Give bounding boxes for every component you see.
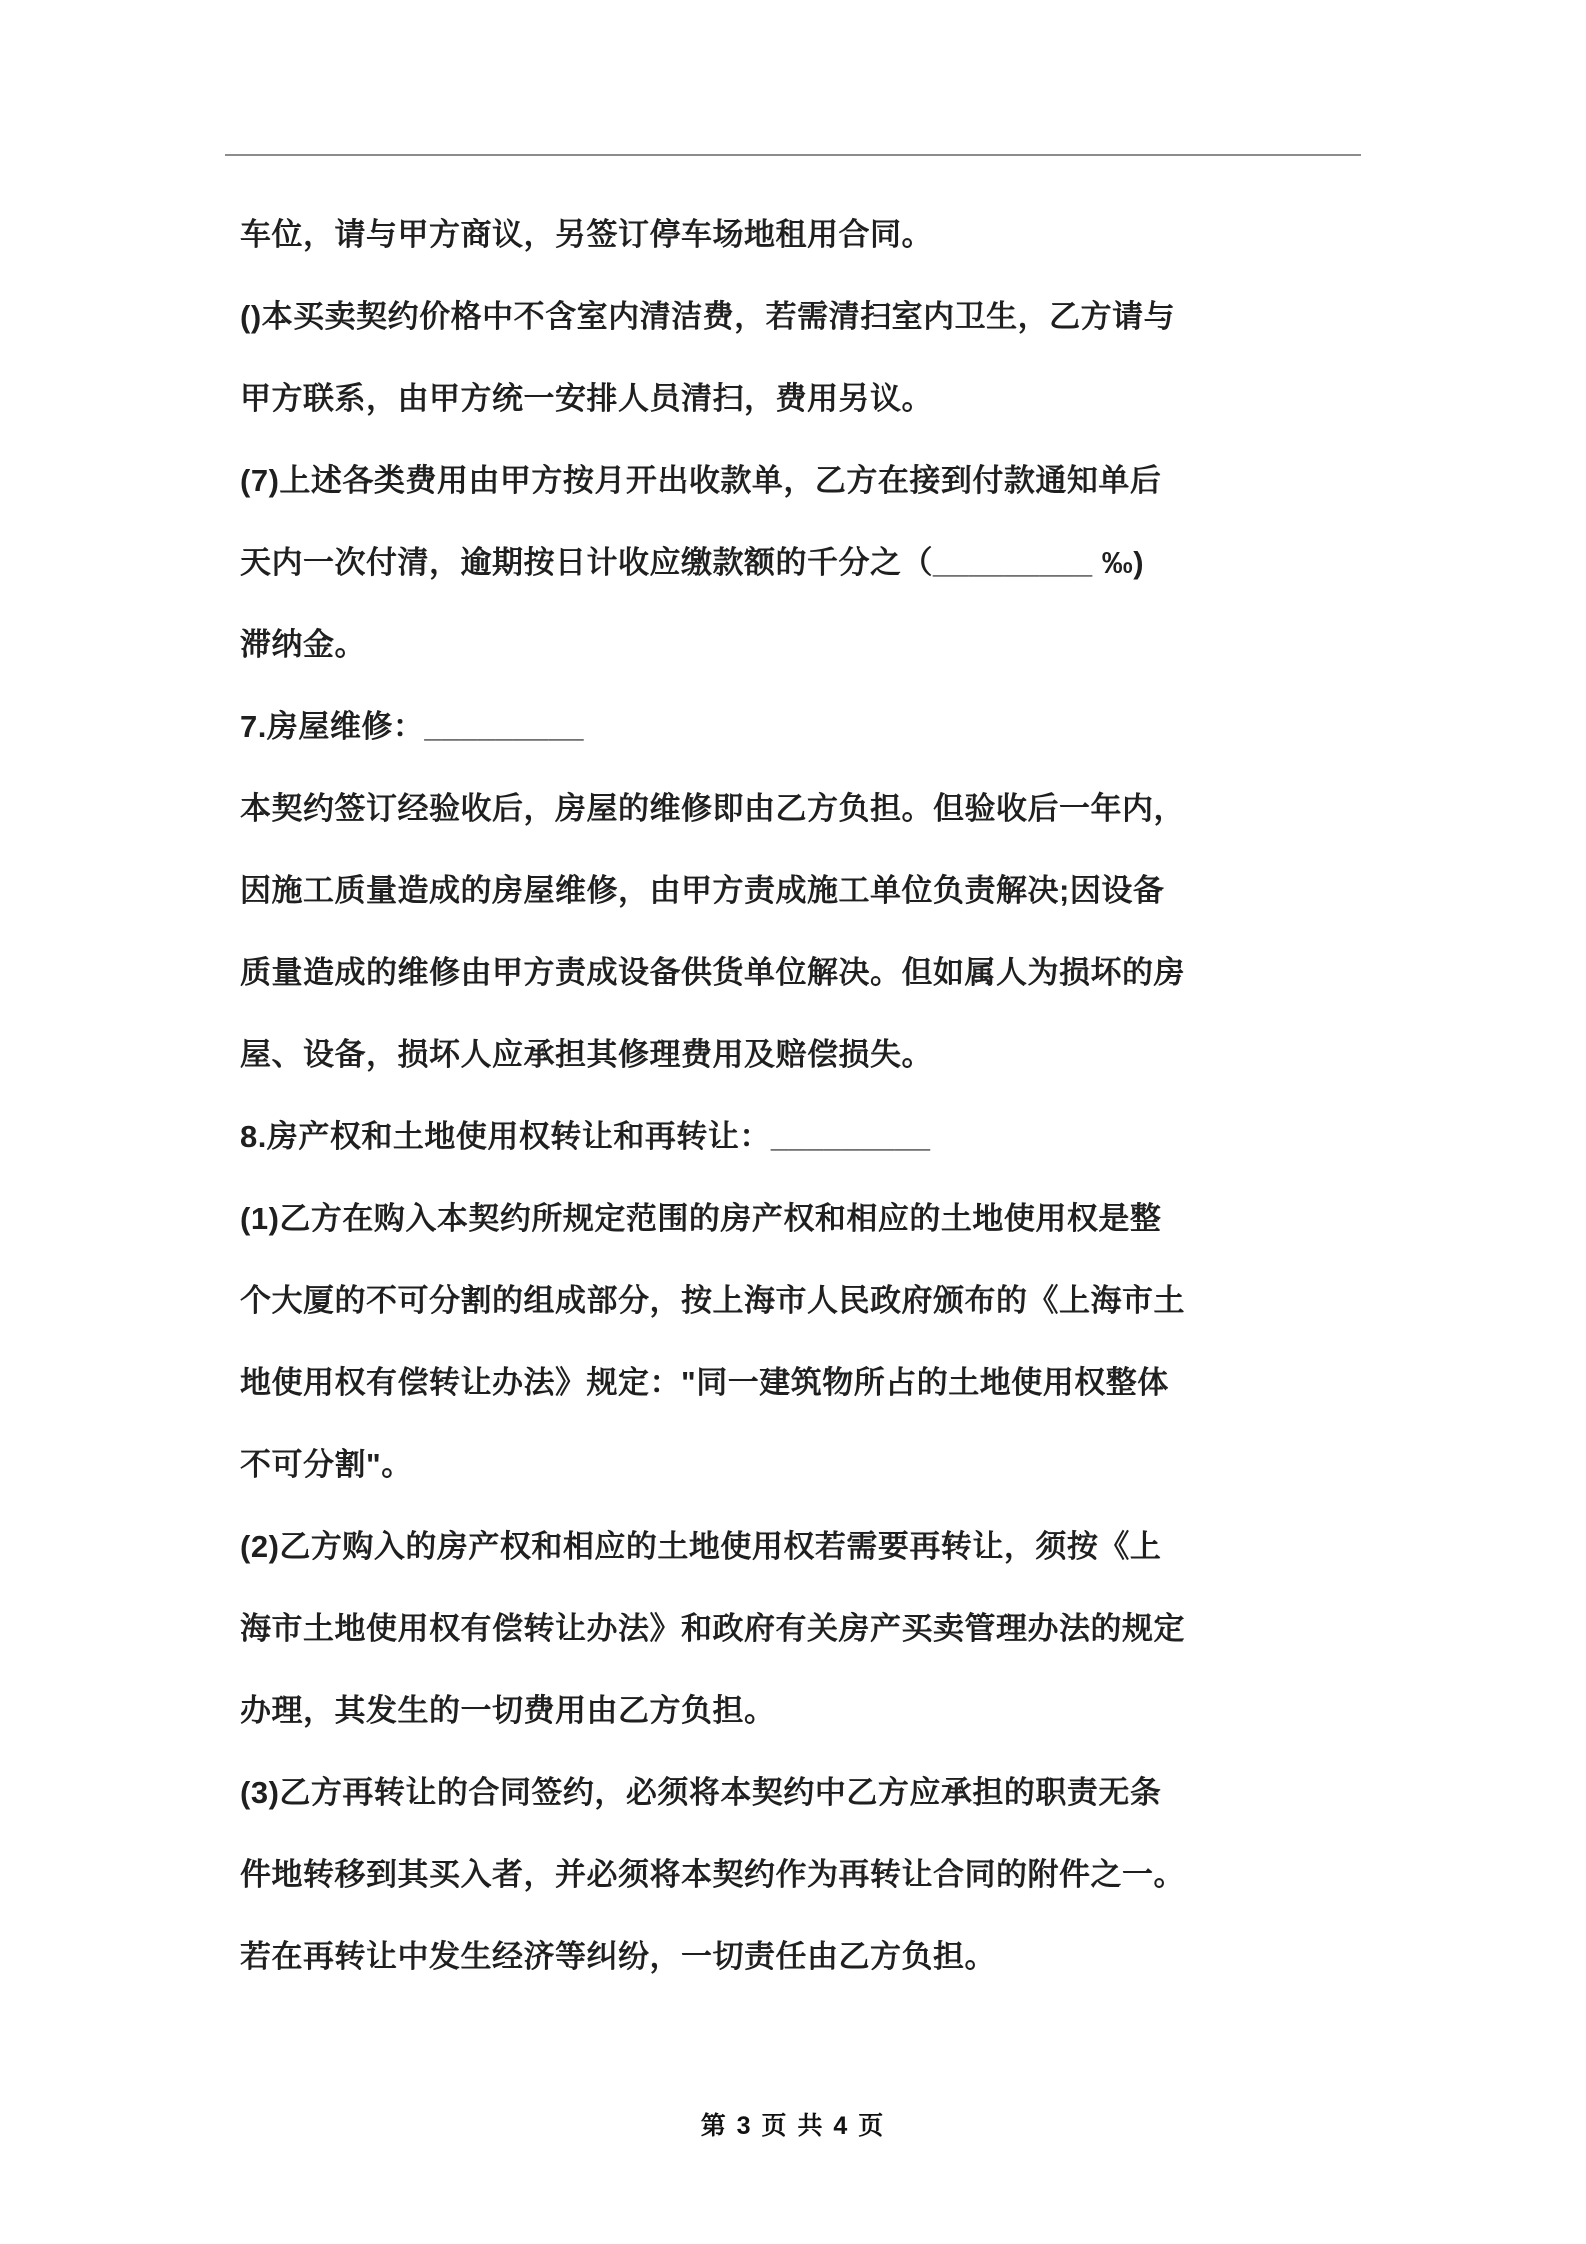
document-line: ()本买卖契约价格中不含室内清洁费，若需清扫室内卫生，乙方请与 xyxy=(240,298,1176,334)
document-line: 本契约签订经验收后，房屋的维修即由乙方负担。但验收后一年内， xyxy=(240,790,1185,826)
document-line: 办理，其发生的一切费用由乙方负担。 xyxy=(240,1692,776,1728)
document-line: 甲方联系，由甲方统一安排人员清扫，费用另议。 xyxy=(240,380,933,416)
document-line: (2)乙方购入的房产权和相应的土地使用权若需要再转让，须按《上 xyxy=(240,1528,1162,1564)
header-divider xyxy=(225,154,1361,156)
document-line: 天内一次付清，逾期按日计收应缴款额的千分之（_________ ‰) xyxy=(240,544,1145,580)
document-line: 若在再转让中发生经济等纠纷，一切责任由乙方负担。 xyxy=(240,1938,996,1974)
document-line: 件地转移到其买入者，并必须将本契约作为再转让合同的附件之一。 xyxy=(240,1856,1185,1892)
document-line: 海市土地使用权有偿转让办法》和政府有关房产买卖管理办法的规定 xyxy=(240,1610,1185,1646)
document-line: 地使用权有偿转让办法》规定："同一建筑物所占的土地使用权整体 xyxy=(240,1364,1169,1400)
document-line: 质量造成的维修由甲方责成设备供货单位解决。但如属人为损坏的房 xyxy=(240,954,1185,990)
document-line: (7)上述各类费用由甲方按月开出收款单，乙方在接到付款通知单后 xyxy=(240,462,1162,498)
document-line-section-heading: 7.房屋维修：_________ xyxy=(240,708,585,744)
page-footer: 第 3 页 共 4 页 xyxy=(700,2112,886,2140)
document-line: (1)乙方在购入本契约所规定范围的房产权和相应的土地使用权是整 xyxy=(240,1200,1162,1236)
document-line: 滞纳金。 xyxy=(240,626,366,662)
document-line: (3)乙方再转让的合同签约，必须将本契约中乙方应承担的职责无条 xyxy=(240,1774,1162,1810)
document-line: 屋、设备，损坏人应承担其修理费用及赔偿损失。 xyxy=(240,1036,933,1072)
document-line-section-heading: 8.房产权和土地使用权转让和再转让：_________ xyxy=(240,1118,931,1154)
document-line: 车位，请与甲方商议，另签订停车场地租用合同。 xyxy=(240,216,933,252)
document-body xyxy=(240,190,1365,1994)
document-line: 不可分割"。 xyxy=(240,1446,413,1482)
document-line: 因施工质量造成的房屋维修，由甲方责成施工单位负责解决;因设备 xyxy=(240,872,1165,908)
document-line: 个大厦的不可分割的组成部分，按上海市人民政府颁布的《上海市土 xyxy=(240,1282,1185,1318)
